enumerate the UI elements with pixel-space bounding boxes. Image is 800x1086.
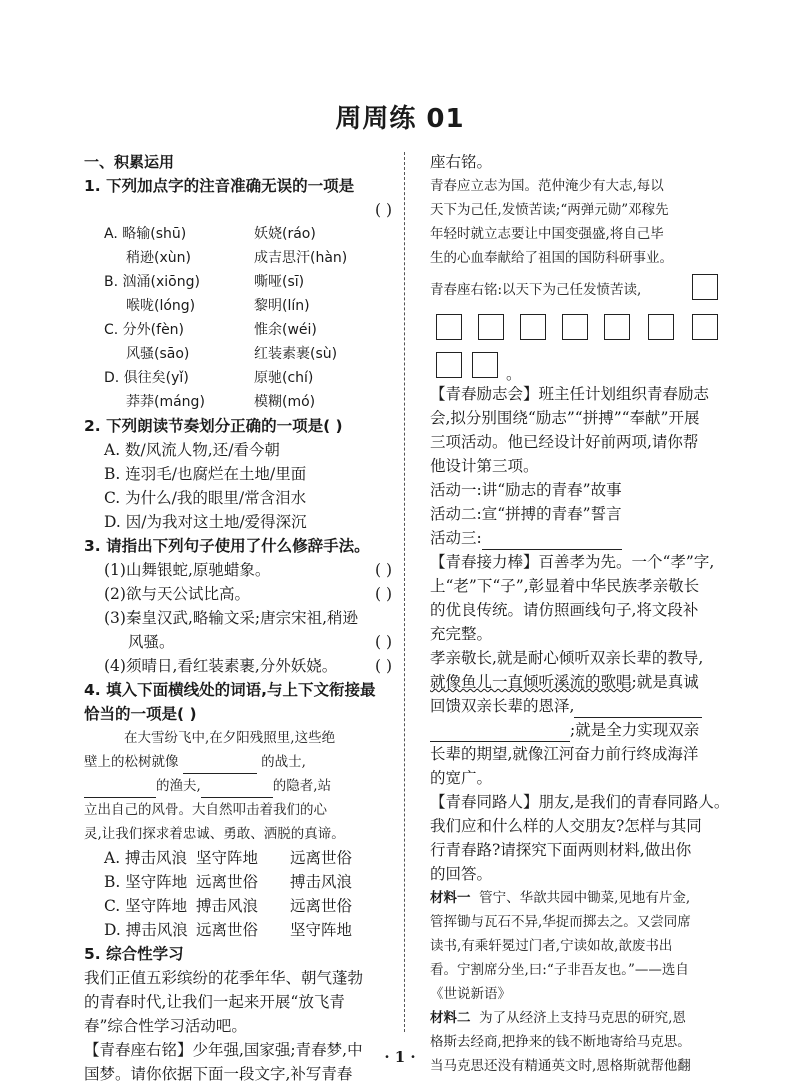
q3-item-1: (1)山舞银蛇,原驰蜡象。 ( ) <box>104 561 392 579</box>
q2-option-d: D. 因/为我对这土地/爱得深沉 <box>104 513 307 531</box>
q4-stem: 4. 填入下面横线处的词语,与上下文衔接最 <box>84 681 376 699</box>
section-heading: 一、积累运用 <box>84 153 175 171</box>
answer-box[interactable] <box>436 352 462 378</box>
fill-blank[interactable] <box>183 755 257 774</box>
q1-option-d1: D. 俱往矣(yǐ) 原驰(chí) <box>104 370 314 386</box>
q2-option-b: B. 连羽毛/也腐烂在土地/里面 <box>104 465 307 483</box>
q5-text: 我们正值五彩缤纷的花季年华、朝气蓬勃 <box>84 969 364 987</box>
q1-option-c2: 风骚(sāo) 红装素裹(sù) <box>126 346 338 362</box>
answer-box[interactable] <box>604 314 630 340</box>
q2-option-a: A. 数/风流人物,还/看今朝 <box>104 441 280 459</box>
answer-box[interactable] <box>562 314 588 340</box>
q3-stem: 3. 请指出下列句子使用了什么修辞手法。 <box>84 537 370 555</box>
xiao-line: 的宽广。 <box>430 769 493 787</box>
column-divider <box>404 152 405 1032</box>
q4-passage: 在大雪纷飞中,在夕阳残照里,这些绝 <box>124 730 336 746</box>
right-column <box>430 150 732 1078</box>
xiao-line: 就像鱼儿一直倾听溪流的歌唱;就是真诚 <box>430 673 699 691</box>
q3-item-2: (2)欲与天公试比高。 ( ) <box>104 585 392 603</box>
q1-answer-paren: ( ) <box>374 201 392 219</box>
jieli-line: 充完整。 <box>430 625 493 643</box>
q4-option-c: C. 坚守阵地 搏击风浪 远离世俗 <box>104 897 353 915</box>
material-1-line: 《世说新语》 <box>430 986 511 1002</box>
material-1: 材料一 管宁、华歆共园中锄菜,见地有片金, <box>430 890 691 906</box>
q5-text: 国梦。请你依据下面一段文字,补写青春 <box>84 1065 353 1083</box>
q1-option-a2: 稍逊(xùn) 成吉思汗(hàn) <box>126 250 348 266</box>
material-1-line: 看。宁割席分坐,曰:“子非吾友也。”——选自 <box>430 962 689 978</box>
tonglu-line: 的回答。 <box>430 865 493 883</box>
q4-option-a: A. 搏击风浪 坚守阵地 远离世俗 <box>104 849 353 867</box>
q3-item-3-cont: 风骚。 ( ) <box>128 633 392 651</box>
q1-option-b1: B. 汹涌(xiōng) 嘶哑(sī) <box>104 274 305 290</box>
fill-blank[interactable] <box>84 779 156 798</box>
tonglu-line: 我们应和什么样的人交朋友?怎样与其同 <box>430 817 702 835</box>
fill-blank[interactable] <box>430 723 570 742</box>
material-2: 材料二 为了从经济上支持马克思的研究,恩 <box>430 1010 686 1026</box>
quote-line: 青春应立志为国。范仲淹少有大志,每以 <box>430 178 664 194</box>
q1-option-a1: A. 略输(shū) 妖娆(ráo) <box>104 226 316 242</box>
period-mark: 。 <box>506 365 522 383</box>
q4-option-d: D. 搏击风浪 远离世俗 坚守阵地 <box>104 921 353 939</box>
answer-box[interactable] <box>478 314 504 340</box>
material-1-line: 读书,有乘轩冕过门者,宁读如故,歆废书出 <box>430 938 673 954</box>
material-1-line: 管挥锄与瓦石不异,华捉而掷去之。又尝同席 <box>430 914 691 930</box>
q5-text: 的青春时代,让我们一起来开展“放飞青 <box>84 993 345 1011</box>
q4-stem-cont: 恰当的一项是( ) <box>84 705 197 723</box>
q5-text: 【青春座右铭】少年强,国家强;青春梦,中 <box>84 1041 363 1059</box>
jieli-line: 【青春接力棒】百善孝为先。一个“孝”字, <box>430 553 715 571</box>
q4-passage: 灵,让我们探求着忠诚、勇敢、洒脱的真谛。 <box>84 826 345 842</box>
page-title: 周周练 01 <box>335 104 465 134</box>
quote-line: 天下为己任,发愤苦读;“两弹元勋”邓稼先 <box>430 202 669 218</box>
q2-stem: 2. 下列朗读节奏划分正确的一项是( ) <box>84 417 343 435</box>
lizhi-line: 三项活动。他已经设计好前两项,请你帮 <box>430 433 699 451</box>
q1-option-b2: 喉咙(lóng) 黎明(lín) <box>126 298 310 314</box>
lizhi-line: 会,拟分别围绕“励志”“拼搏”“奉献”开展 <box>430 409 700 427</box>
answer-box[interactable] <box>648 314 674 340</box>
activity-3: 活动三: <box>430 526 732 550</box>
answer-box[interactable] <box>692 274 718 300</box>
q4-passage: 的渔夫, 的隐者,站 <box>84 774 394 798</box>
answer-box[interactable] <box>436 314 462 340</box>
q3-item-3: (3)秦皇汉武,略输文采;唐宗宋祖,稍逊 <box>104 609 359 627</box>
jieli-line: 的优良传统。请仿照画线句子,将文段补 <box>430 601 699 619</box>
fill-blank[interactable] <box>482 531 622 550</box>
q1-option-d2: 莽莽(máng) 模糊(mó) <box>126 394 316 410</box>
answer-box[interactable] <box>692 314 718 340</box>
q1-stem: 1. 下列加点字的注音准确无误的一项是 <box>84 177 355 195</box>
tonglu-line: 行青春路?请探究下面两则材料,做出你 <box>430 841 692 859</box>
motto-prefix: 青春座右铭:以天下为己任发愤苦读, <box>430 282 642 298</box>
material-2-line: 格斯去经商,把挣来的钱不断地寄给马克思。 <box>430 1034 691 1050</box>
quote-line: 年轻时就立志要让中国变强盛,将自己毕 <box>430 226 664 242</box>
material-2-line: 当马克思还没有精通英文时,恩格斯就帮他翻 <box>430 1058 691 1074</box>
answer-box[interactable] <box>472 352 498 378</box>
quote-line: 生的心血奉献给了祖国的国防科研事业。 <box>430 250 673 266</box>
q4-passage: 立出自己的风骨。大自然叩击着我们的心 <box>84 802 327 818</box>
q4-passage: 壁上的松树就像 的战士, <box>84 750 394 774</box>
jieli-line: 上“老”下“子”,彰显着中华民族孝亲敬长 <box>430 577 700 595</box>
activity-2: 活动二:宣“拼搏的青春”誓言 <box>430 505 622 523</box>
lizhi-line: 【青春励志会】班主任计划组织青春励志 <box>430 385 710 403</box>
q4-option-b: B. 坚守阵地 远离世俗 搏击风浪 <box>104 873 353 891</box>
left-column <box>84 150 394 1086</box>
q5-stem: 5. 综合性学习 <box>84 945 184 963</box>
motto-answer-area <box>430 270 732 382</box>
text-line: 座右铭。 <box>430 153 493 171</box>
underlined-sentence: 就像鱼儿一直倾听溪流的歌唱 <box>430 673 632 691</box>
activity-1: 活动一:讲“励志的青春”故事 <box>430 481 622 499</box>
answer-box[interactable] <box>520 314 546 340</box>
xiao-line: ;就是全力实现双亲 <box>430 718 732 742</box>
page-number: · 1 · <box>384 1048 416 1066</box>
xiao-line: 回馈双亲长辈的恩泽, <box>430 694 732 718</box>
xiao-line: 孝亲敬长,就是耐心倾听双亲长辈的教导, <box>430 649 704 667</box>
q1-option-c1: C. 分外(fèn) 惟余(wéi) <box>104 322 317 338</box>
tonglu-line: 【青春同路人】朋友,是我们的青春同路人。 <box>430 793 730 811</box>
xiao-line: 长辈的期望,就像江河奋力前行终成海洋 <box>430 745 699 763</box>
fill-blank[interactable] <box>574 699 702 718</box>
q2-option-c: C. 为什么/我的眼里/常含泪水 <box>104 489 307 507</box>
q3-item-4: (4)须晴日,看红装素裹,分外妖娆。 ( ) <box>104 657 392 675</box>
fill-blank[interactable] <box>201 779 273 798</box>
q5-text: 春”综合性学习活动吧。 <box>84 1017 247 1035</box>
lizhi-line: 他设计第三项。 <box>430 457 539 475</box>
